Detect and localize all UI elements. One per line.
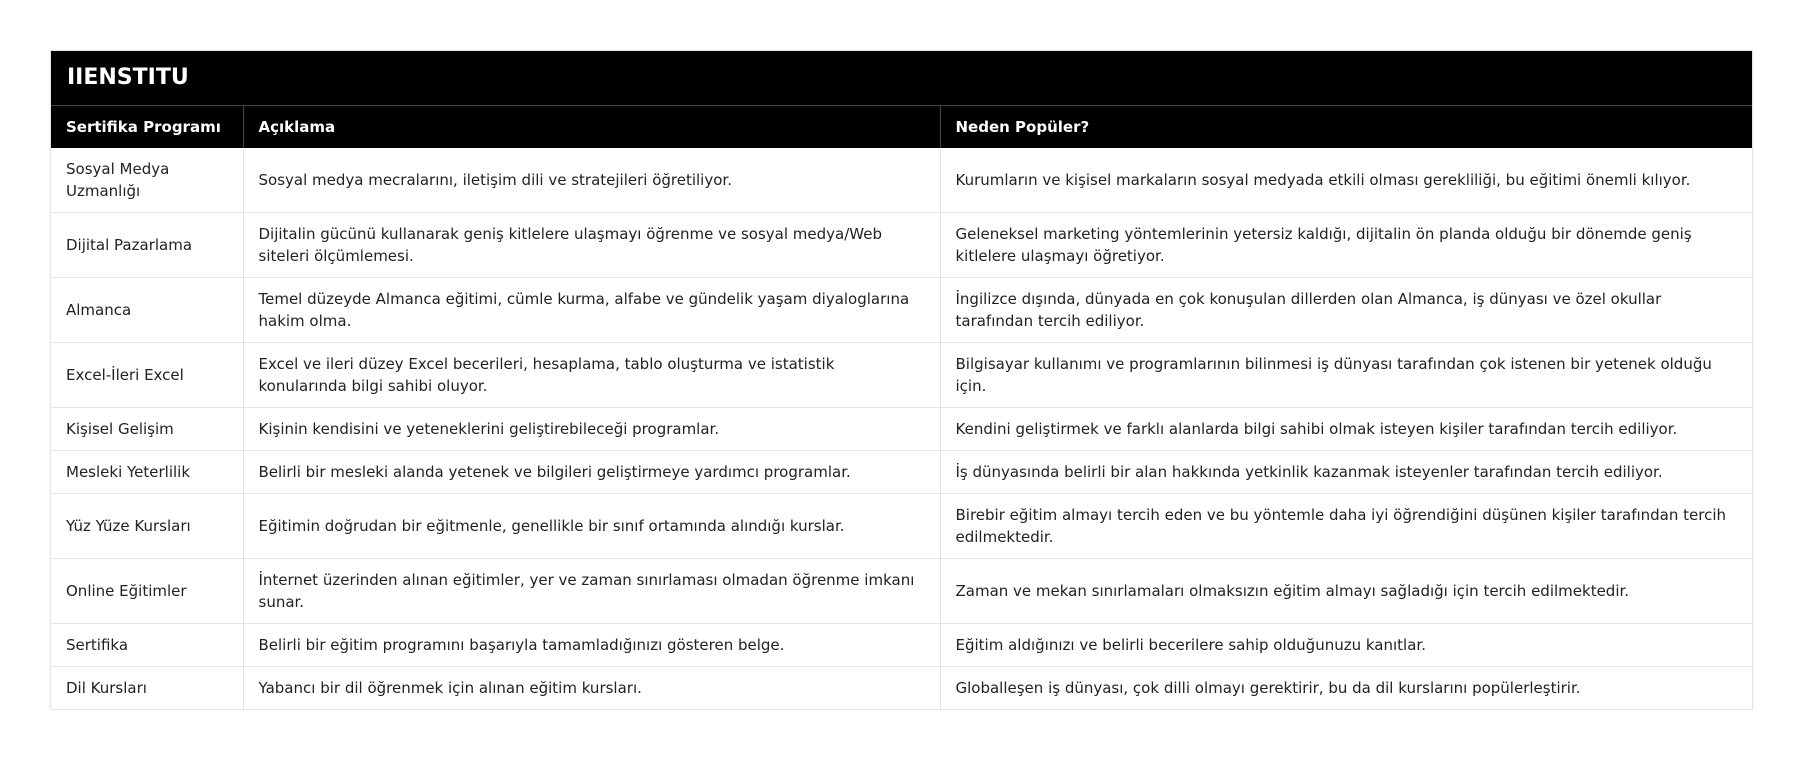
header-program: Sertifika Programı <box>51 106 243 148</box>
table-row <box>51 667 1752 710</box>
reason-cell: Geleneksel marketing yöntemlerinin yetersiz kaldığı, dijitalin ön planda olduğu bir dönemde geniş kitlelere ulaşmayı öğretiyor. <box>940 213 1752 278</box>
table-row <box>51 451 1752 494</box>
program-cell: Online Eğitimler <box>51 559 243 624</box>
table-row <box>51 278 1752 343</box>
description-cell: Sosyal medya mecralarını, iletişim dili ve stratejileri öğretiliyor. <box>243 148 940 213</box>
reason-cell: Zaman ve mekan sınırlamaları olmaksızın eğitim almayı sağladığı için tercih edilmektedir. <box>940 559 1752 624</box>
program-cell: Dijital Pazarlama <box>51 213 243 278</box>
reason-cell: İş dünyasında belirli bir alan hakkında yetkinlik kazanmak isteyenler tarafından tercih ediliyor. <box>940 451 1752 494</box>
reason-cell: Globalleşen iş dünyası, çok dilli olmayı gerektirir, bu da dil kurslarını popülerleştirir. <box>955 679 1581 697</box>
certificate-table <box>51 106 1752 709</box>
program-cell: Sosyal Medya Uzmanlığı <box>51 148 243 213</box>
table-row <box>51 148 1752 213</box>
header-why-popular: Neden Popüler? <box>940 106 1752 148</box>
table-title: IIENSTITU <box>51 51 1752 106</box>
description-cell: Yabancı bir dil öğrenmek için alınan eğitim kursları. <box>243 667 940 710</box>
reason-cell: Bilgisayar kullanımı ve programlarının bilinmesi iş dünyası tarafından çok istenen bir yetenek olduğu için. <box>940 343 1752 408</box>
table-row <box>51 343 1752 408</box>
reason-cell: İngilizce dışında, dünyada en çok konuşulan dillerden olan Almanca, iş dünyası ve özel okullar tarafından tercih ediliyor. <box>940 278 1752 343</box>
description-cell: Belirli bir mesleki alanda yetenek ve bilgileri geliştirmeye yardımcı programlar. <box>243 451 940 494</box>
reason-cell: Eğitim aldığınızı ve belirli becerilere sahip olduğunuzu kanıtlar. <box>940 624 1752 667</box>
reason-cell: Birebir eğitim almayı tercih eden ve bu yöntemle daha iyi öğrendiğini düşünen kişiler tarafından tercih edilmektedir. <box>940 494 1752 559</box>
description-cell: Eğitimin doğrudan bir eğitmenle, genellikle bir sınıf ortamında alındığı kurslar. <box>243 494 940 559</box>
table-row <box>51 494 1752 559</box>
description-cell: İnternet üzerinden alınan eğitimler, yer ve zaman sınırlaması olmadan öğrenme imkanı sunar. <box>243 559 940 624</box>
table-row <box>51 559 1752 624</box>
description-cell: Kişinin kendisini ve yeteneklerini geliştirebileceği programlar. <box>243 408 940 451</box>
program-cell: Excel-İleri Excel <box>51 343 243 408</box>
table-header-row <box>51 106 1752 148</box>
certificate-table-card <box>50 50 1753 710</box>
header-description: Açıklama <box>243 106 940 148</box>
description-cell: Belirli bir eğitim programını başarıyla tamamladığınızı gösteren belge. <box>243 624 940 667</box>
program-cell: Mesleki Yeterlilik <box>51 451 243 494</box>
description-cell: Excel ve ileri düzey Excel becerileri, hesaplama, tablo oluşturma ve istatistik konularında bilgi sahibi oluyor. <box>243 343 940 408</box>
description-cell: Dijitalin gücünü kullanarak geniş kitlelere ulaşmayı öğrenme ve sosyal medya/Web siteleri ölçümlemesi. <box>243 213 940 278</box>
program-cell: Yüz Yüze Kursları <box>51 494 243 559</box>
reason-cell: Kurumların ve kişisel markaların sosyal medyada etkili olması gerekliliği, bu eğitimi önemli kılıyor. <box>940 148 1752 213</box>
table-row <box>51 624 1752 667</box>
table-row <box>51 213 1752 278</box>
program-cell: Almanca <box>51 278 243 343</box>
program-cell: Sertifika <box>51 624 243 667</box>
program-cell: Kişisel Gelişim <box>51 408 243 451</box>
program-cell: Dil Kursları <box>51 667 243 710</box>
description-cell: Temel düzeyde Almanca eğitimi, cümle kurma, alfabe ve gündelik yaşam diyaloglarına hakim olma. <box>243 278 940 343</box>
reason-cell: Kendini geliştirmek ve farklı alanlarda bilgi sahibi olmak isteyen kişiler tarafından tercih ediliyor. <box>940 408 1752 451</box>
table-row <box>51 408 1752 451</box>
